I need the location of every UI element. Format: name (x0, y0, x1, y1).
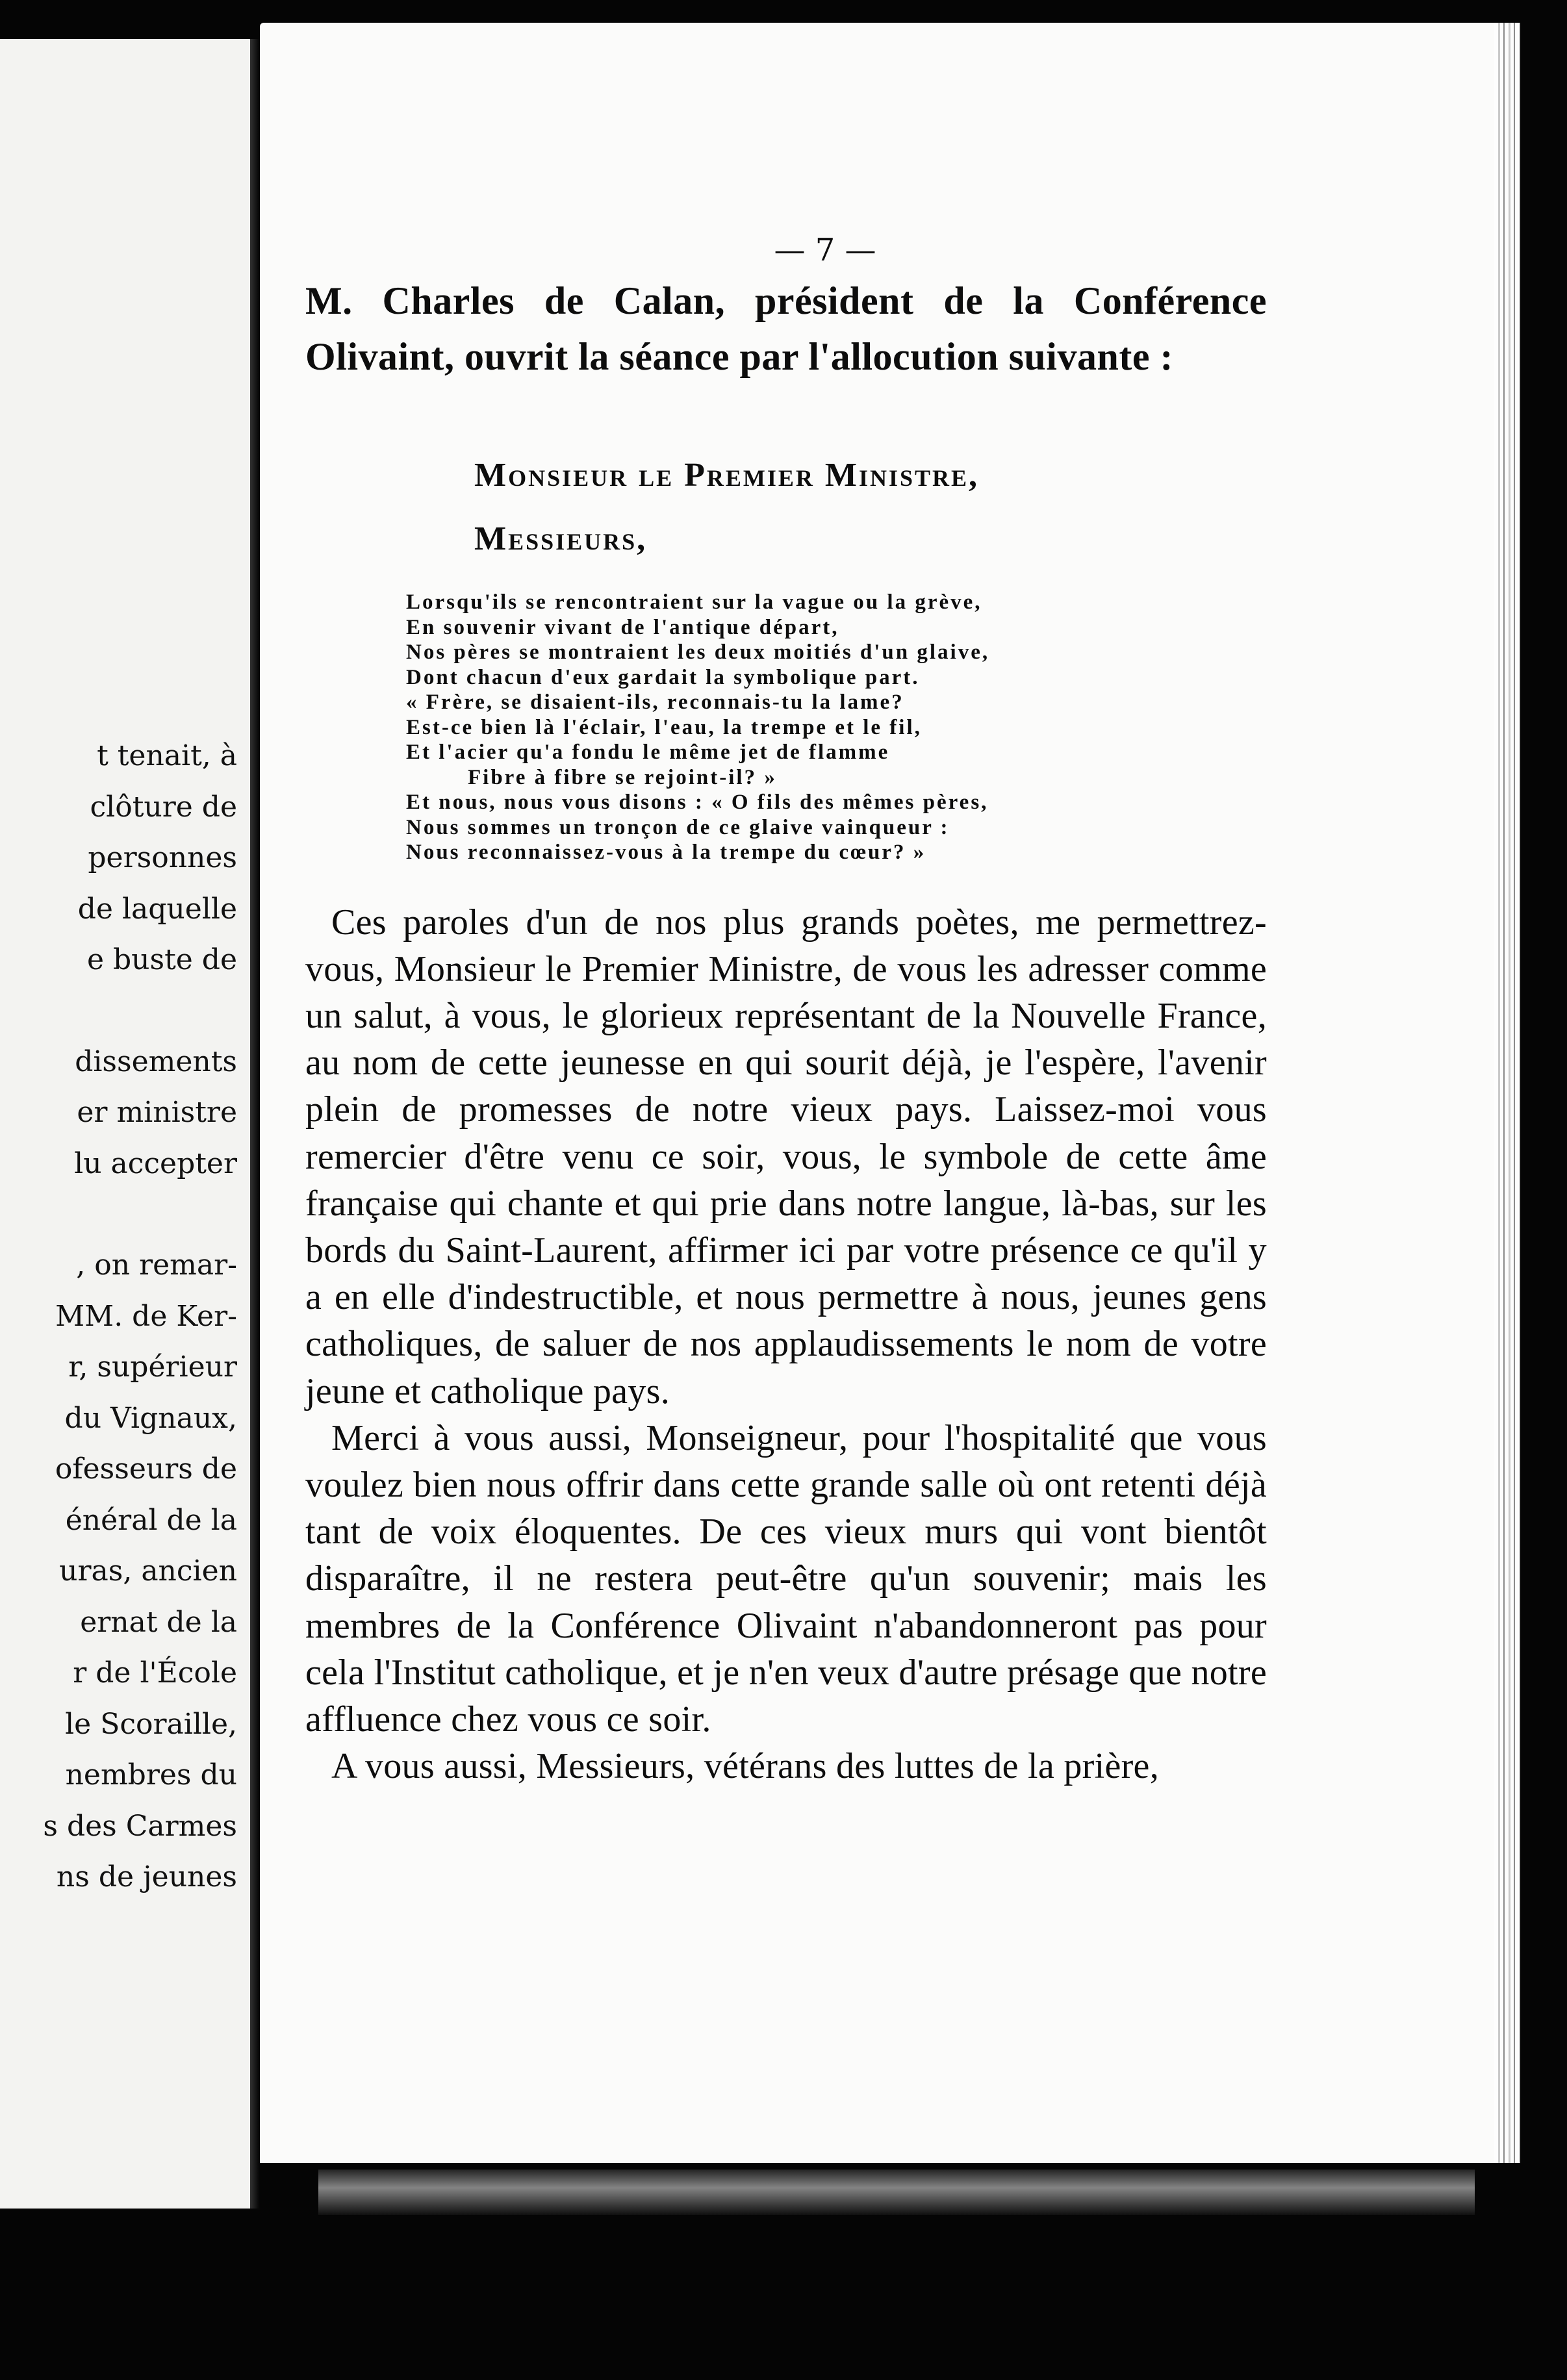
left-line: du Vignaux, (64, 1401, 237, 1435)
left-line: s des Carmes (43, 1809, 237, 1843)
poem-line: En souvenir vivant de l'antique départ, (406, 615, 839, 639)
left-line: uras, ancien (59, 1554, 237, 1588)
poem-line: « Frère, se disaient-ils, reconnais-tu la lame? (406, 690, 904, 714)
intro-paragraph: M. Charles de Calan, président de la Conférence Olivaint, ouvrit la séance par l'allocution suivante : (305, 279, 1267, 378)
left-line: er ministre (77, 1096, 237, 1129)
page-number: — 7 — (774, 232, 876, 268)
page-content (305, 227, 1267, 1790)
left-page-text (0, 731, 237, 1903)
page-stack-edge (318, 2170, 1475, 2215)
poem-quote (406, 590, 1267, 865)
poem-line: Lorsqu'ils se rencontraient sur la vague ou la grève, (406, 590, 982, 614)
salutation-prime-minister: Monsieur le Premier Ministre, (474, 457, 980, 494)
poem-line: Et nous, nous vous disons : « O fils des mêmes pères, (406, 791, 989, 814)
poem-line: Fibre à fibre se rejoint-il? » (468, 765, 777, 789)
speech-paragraph: Merci à vous aussi, Monseigneur, pour l'hospitalité que vous voulez bien nous offrir dans cette grande salle où ont retenti déjà tant de voix éloquentes. De ces vieux murs qui vont bientôt disparaître, il ne restera peut-être qu'un souvenir; mais les membres de la Conférence Olivaint n'abandonneront pas pour cela l'Institut catholique, et je n'en veux d'autre présage que notre affluence chez vous ce soir. (305, 1417, 1267, 1740)
left-line: dissements (75, 1044, 237, 1078)
left-line: r de l'École (73, 1656, 237, 1690)
left-line: r, supérieur (68, 1350, 237, 1384)
speech-paragraph: A vous aussi, Messieurs, vétérans des luttes de la prière, (331, 1746, 1160, 1787)
left-line: t tenait, à (97, 739, 237, 772)
left-line: ofesseurs de (55, 1452, 237, 1486)
poem-line: Nos pères se montraient les deux moitiés d'un glaive, (406, 640, 990, 664)
left-line: le Scoraille, (65, 1707, 237, 1741)
left-line: clôture de (90, 790, 237, 824)
speech-paragraph: Ces paroles d'un de nos plus grands poètes, me permettrez-vous, Monsieur le Premier Ministre, de vous les adresser comme un salut, à vous, le glorieux représentant de la Nouvelle France, au nom de cette jeunesse en qui sourit déjà, je l'espère, l'avenir plein de promesses de notre vieux pays. Laissez-moi vous remercier d'être venu ce soir, vous, le symbole de cette âme française qui chante et qui prie dans notre langue, là-bas, sur les bords du Saint-Laurent, affirmer ici par votre présence ce qu'il y a en elle d'indestructible, et nous permettre à nous, jeunes gens catholiques, de saluer de nos applaudissements le nom de votre jeune et catholique pays. (305, 902, 1267, 1412)
speech-body (305, 899, 1267, 1790)
left-line: , on remar- (76, 1248, 237, 1282)
poem-line: Nous reconnaissez-vous à la trempe du cœur? » (406, 841, 926, 864)
left-line-gap (0, 986, 237, 1037)
left-line: ernat de la (80, 1605, 237, 1639)
left-line: e buste de (86, 943, 237, 976)
poem-line: Dont chacun d'eux gardait la symbolique part. (406, 665, 920, 689)
left-line: personnes (88, 841, 237, 874)
salutation-gentlemen: Messieurs, (474, 520, 648, 557)
left-line: MM. de Ker- (55, 1299, 237, 1333)
poem-line: Et l'acier qu'a fondu le même jet de flamme (406, 741, 890, 764)
left-line: ns de jeunes (56, 1860, 237, 1893)
left-line: nembres du (65, 1758, 237, 1791)
left-line: de laquelle (77, 892, 237, 926)
left-line: lu accepter (74, 1146, 237, 1180)
left-line-gap (0, 1189, 237, 1240)
left-page (0, 39, 254, 2209)
poem-line: Nous sommes un tronçon de ce glaive vainqueur : (406, 815, 950, 839)
poem-line: Est-ce bien là l'éclair, l'eau, la trempe et le fil, (406, 715, 922, 739)
left-line: énéral de la (65, 1503, 237, 1537)
